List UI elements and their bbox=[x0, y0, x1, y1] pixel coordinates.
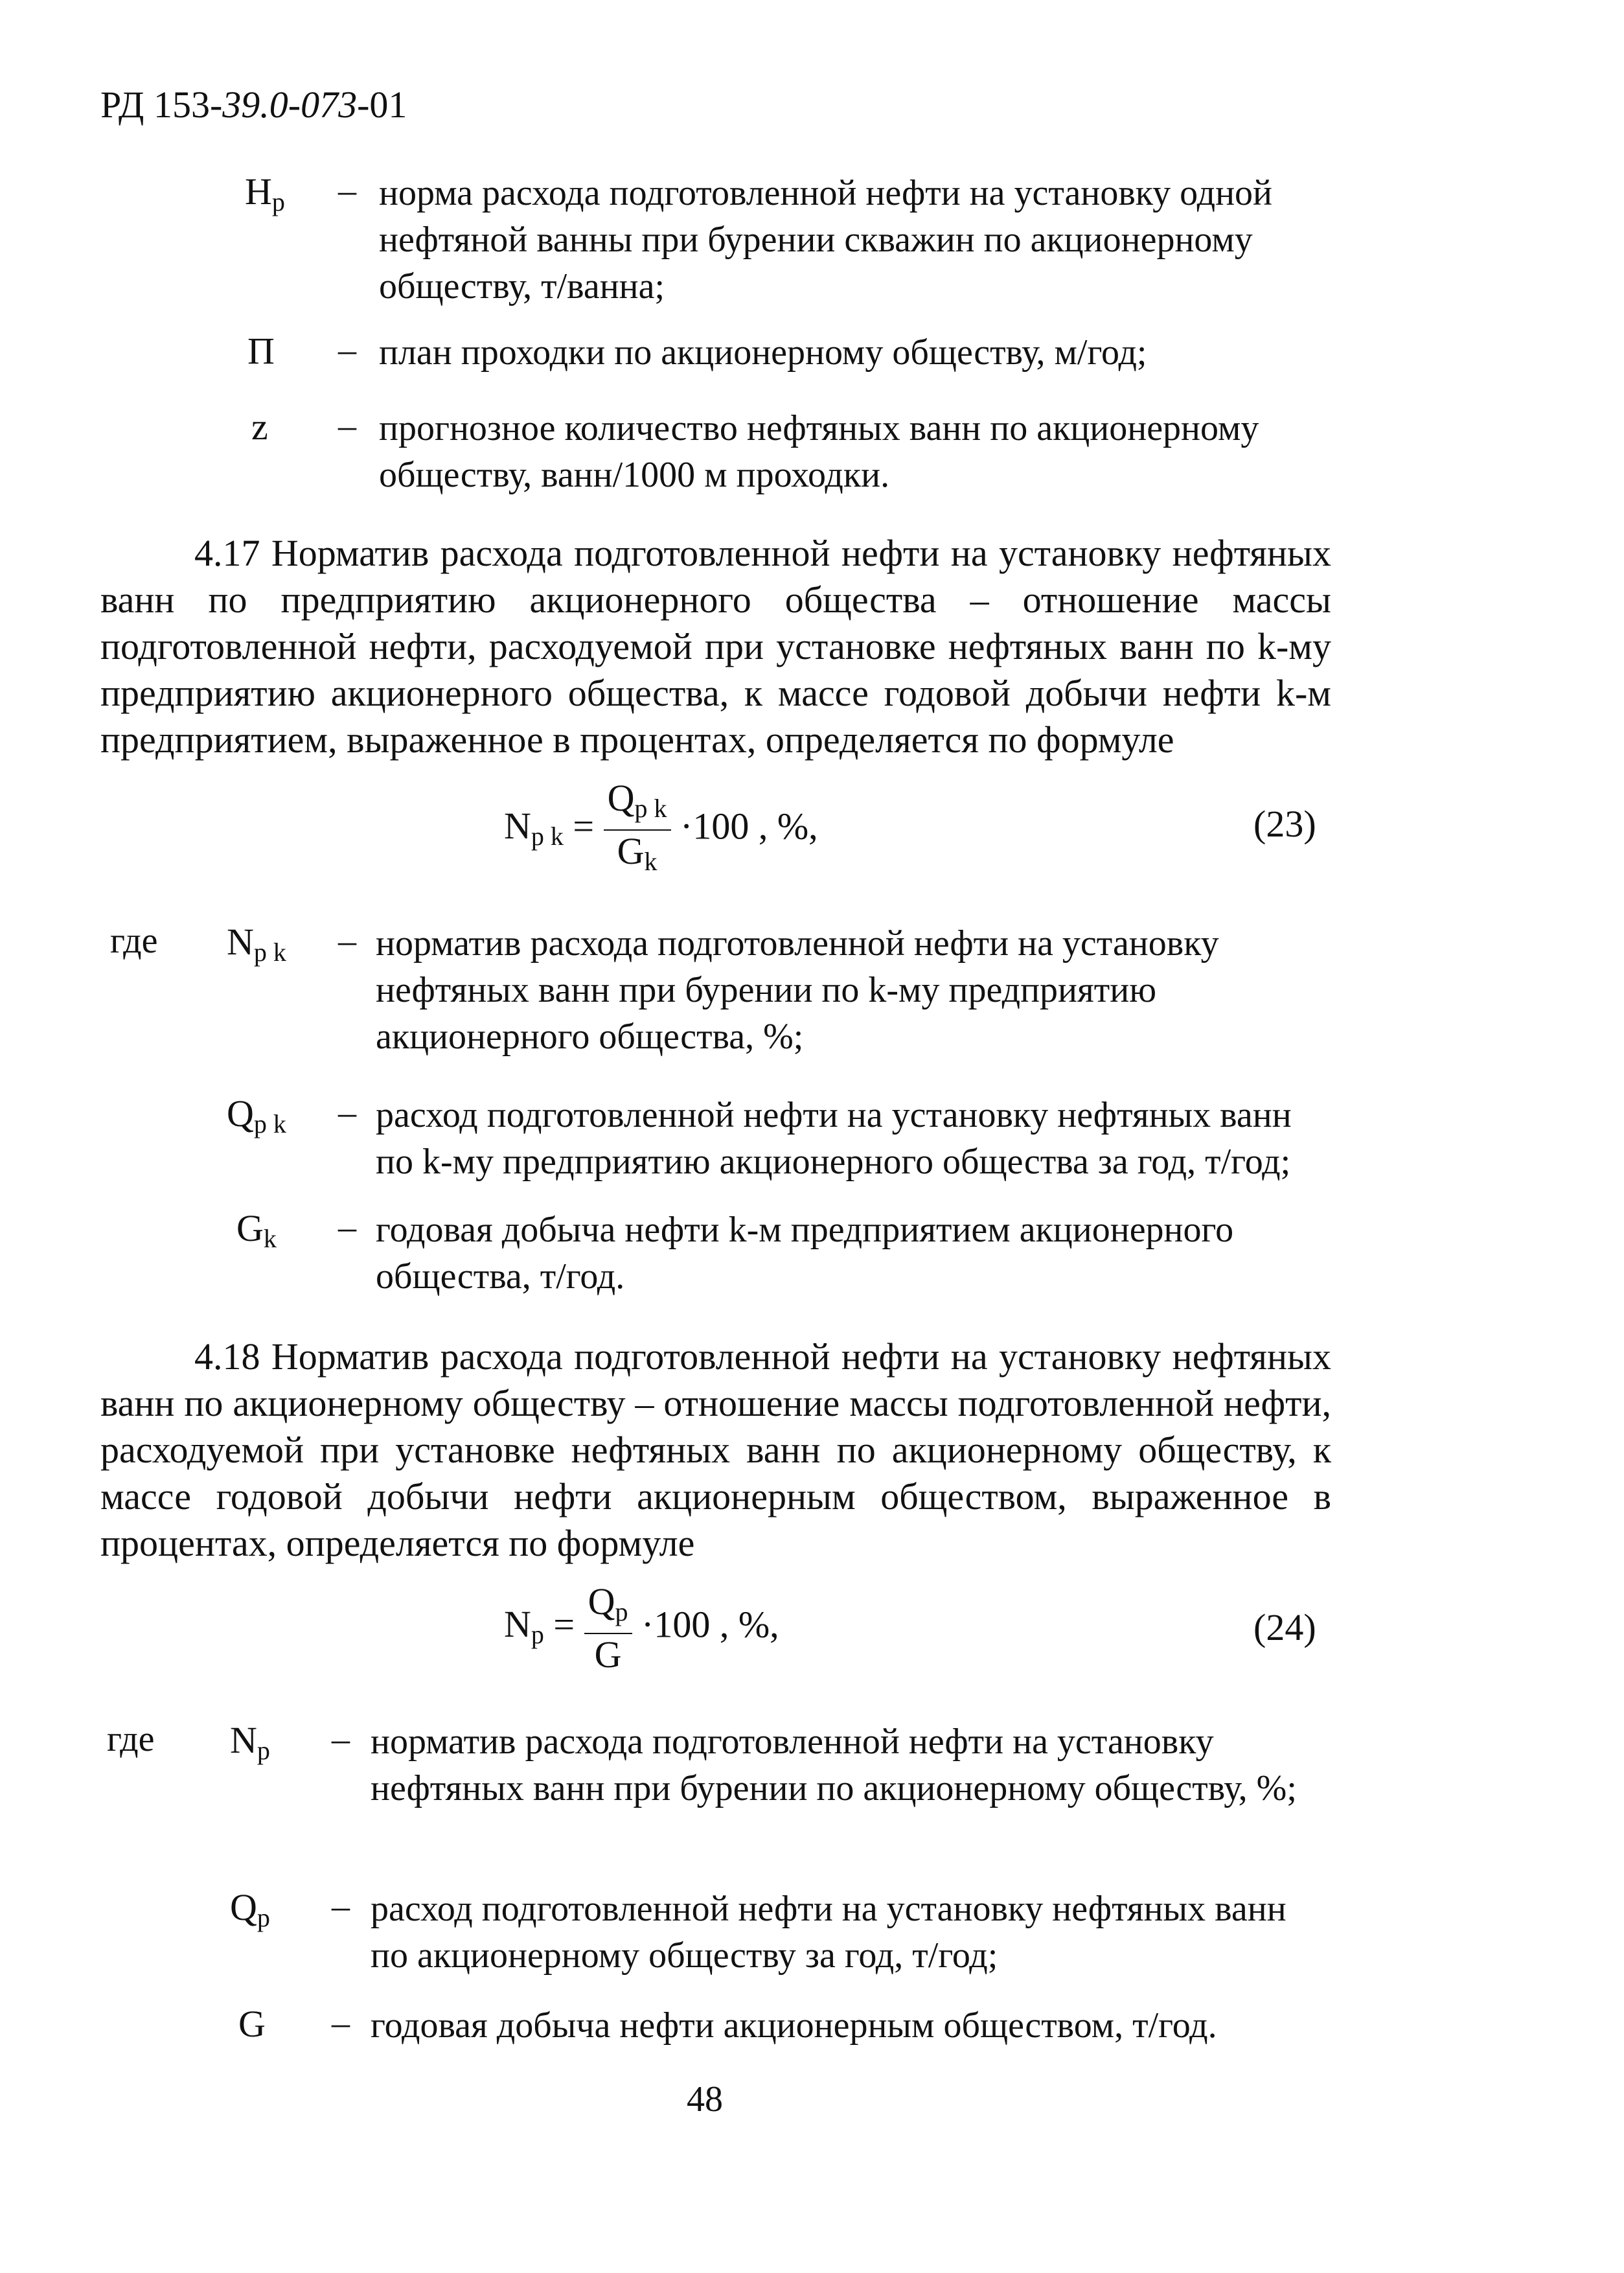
def-symbol: $H_р$ bbox=[245, 170, 285, 216]
formula-lhs: $N_p$ bbox=[504, 1603, 544, 1650]
def-dash: – bbox=[332, 1719, 350, 1759]
formula-numerator: $Q_p$ bbox=[584, 1581, 632, 1634]
where-label: где bbox=[110, 921, 158, 961]
def-dash: – bbox=[338, 406, 356, 446]
def-text: норма расхода подготовленной нефти на установку одной нефтяной ванны при бурении скважин по акционерному обществу, т/ванна; bbox=[379, 173, 1272, 306]
formula-denominator: $G_k$ bbox=[617, 830, 658, 876]
paragraph-4-17: 4.17 Норматив расхода подготовленной нефти на установку нефтяных ванн по предприятию акционерного общества – отношение массы подготовленной нефти, расходуемой при установке нефтяных ванн по k-му предприятию акционерного общества, к массе годовой добычи нефти k-м предприятием, выраженное в процентах, определяется по формуле bbox=[100, 532, 1331, 761]
equation-number-23: (23) bbox=[1253, 803, 1316, 845]
def-dash: – bbox=[338, 1092, 356, 1133]
document-code-suffix: -01 bbox=[357, 84, 407, 126]
def-symbol: $Q_{p k}$ bbox=[227, 1092, 286, 1138]
formula-tail: ·100 , %, bbox=[680, 805, 818, 848]
def-dash: – bbox=[338, 170, 356, 211]
formula-lhs: $N_{p k}$ bbox=[504, 805, 564, 851]
def-symbol: $Q_p$ bbox=[230, 1886, 270, 1932]
paragraph-4-18: 4.18 Норматив расхода подготовленной нефти на установку нефтяных ванн по акционерному обществу – отношение массы подготовленной нефти, расходуемой при установке нефтяных ванн по акционерному обществу, к массе годовой добычи нефти акционерным обществом, выраженное в процентах, определяется по формуле bbox=[100, 1335, 1331, 1564]
formula-tail: ·100 , %, bbox=[641, 1603, 779, 1646]
formula-equals: = bbox=[573, 805, 595, 848]
formula-24 bbox=[504, 1581, 779, 1676]
formula-fraction bbox=[604, 778, 671, 883]
document-code bbox=[100, 83, 407, 126]
formula-numerator: $Q_{p k}$ bbox=[604, 778, 671, 831]
def-text: годовая добыча нефти k-м предприятием акционерного общества, т/год. bbox=[376, 1210, 1234, 1297]
where-label: где bbox=[107, 1719, 155, 1759]
def-symbol: $N_p$ bbox=[230, 1719, 270, 1765]
def-dash: – bbox=[338, 330, 356, 370]
def-symbol: $G_k$ bbox=[236, 1207, 277, 1253]
page-number: 48 bbox=[687, 2079, 723, 2119]
def-dash: – bbox=[332, 2003, 350, 2043]
def-symbol: G bbox=[238, 2003, 266, 2045]
def-text: прогнозное количество нефтяных ванн по акционерному обществу, ванн/1000 м проходки. bbox=[379, 408, 1259, 495]
def-text: расход подготовленной нефти на установку нефтяных ванн по акционерному обществу за год, т/год; bbox=[371, 1889, 1287, 1976]
def-symbol: $N_{p k}$ bbox=[227, 921, 286, 967]
def-dash: – bbox=[332, 1886, 350, 1926]
formula-equals: = bbox=[553, 1603, 575, 1646]
document-code-prefix: РД 153- bbox=[100, 84, 223, 126]
document-code-handwritten: 39.0-073 bbox=[222, 84, 358, 126]
def-text: годовая добыча нефти акционерным обществом, т/год. bbox=[371, 2005, 1217, 2046]
equation-number-24: (24) bbox=[1253, 1606, 1316, 1648]
def-text: норматив расхода подготовленной нефти на установку нефтяных ванн при бурении по акционерному обществу, %; bbox=[371, 1722, 1297, 1808]
formula-denominator: G bbox=[594, 1633, 622, 1676]
def-text: расход подготовленной нефти на установку нефтяных ванн по k-му предприятию акционерного общества за год, т/год; bbox=[376, 1095, 1292, 1182]
def-text: план проходки по акционерному обществу, м/год; bbox=[379, 332, 1147, 373]
def-symbol: П bbox=[247, 330, 275, 372]
def-text: норматив расхода подготовленной нефти на установку нефтяных ванн при бурении по k-му предприятию акционерного общества, %; bbox=[376, 923, 1219, 1057]
def-dash: – bbox=[338, 1207, 356, 1247]
formula-23 bbox=[504, 778, 818, 883]
def-dash: – bbox=[338, 921, 356, 961]
def-symbol: z bbox=[251, 406, 268, 448]
formula-fraction bbox=[584, 1581, 632, 1676]
